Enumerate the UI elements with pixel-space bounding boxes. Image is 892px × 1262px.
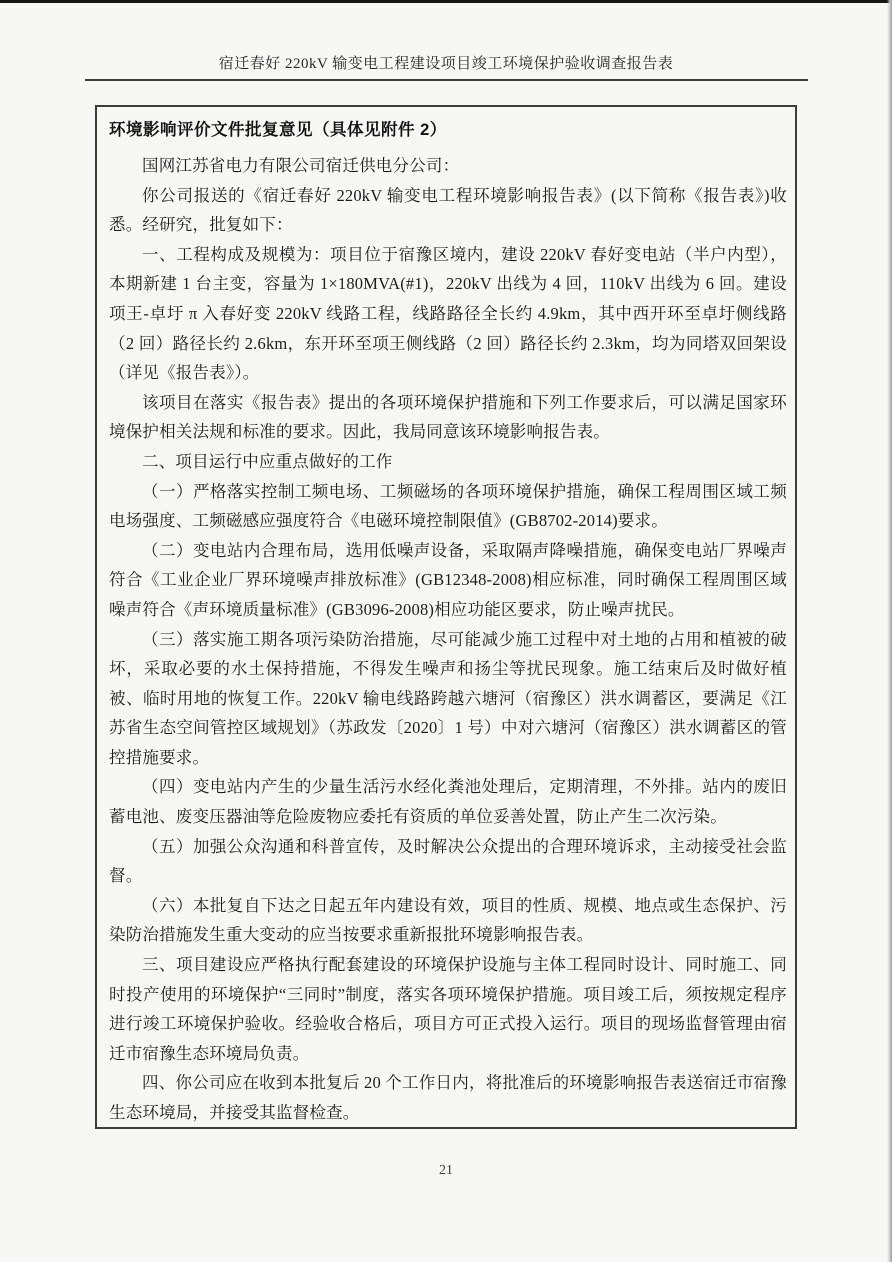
paragraph-section-3: 三、项目建设应严格执行配套建设的环境保护设施与主体工程同时设计、同时施工、同时投产使用的环境保护“三同时”制度，落实各项环境保护措施。项目竣工后，须按规定程序进行竣工环境保护验收。经验收合格后，项目方可正式投入运行。项目的现场监督管理由宿迁市宿豫生态环境局负责。	[109, 955, 787, 1063]
scan-artifact-top-edge	[0, 0, 892, 3]
running-header-title: 宿迁春好 220kV 输变电工程建设项目竣工环境保护验收调查报告表	[218, 56, 674, 72]
paragraph-section-4: 四、你公司应在收到本批复后 20 个工作日内，将批准后的环境影响报告表送宿迁市宿豫生态环境局，并接受其监督检查。	[109, 1073, 787, 1122]
paragraph-item-4: （四）变电站内产生的少量生活污水经化粪池处理后，定期清理，不外排。站内的废旧蓄电池、废变压器油等危险废物应委托有资质的单位妥善处置，防止产生二次污染。	[109, 777, 787, 827]
scan-artifact-right-edge	[887, 0, 892, 1262]
paragraph-intro: 你公司报送的《宿迁春好 220kV 输变电工程环境影响报告表》(以下简称《报告表》)收悉。经研究，批复如下：	[109, 185, 787, 235]
paragraph-approval: 该项目在落实《报告表》提出的各项环境保护措施和下列工作要求后，可以满足国家环境保护相关法规和标准的要求。因此，我局同意该环境影响报告表。	[109, 392, 787, 442]
approval-opinion-box	[95, 105, 797, 1129]
approval-box-body	[109, 151, 787, 1128]
paragraph-item-1: （一）严格落实控制工频电场、工频磁场的各项环境保护措施，确保工程周围区域工频电场强度、工频磁感应强度符合《电磁环境控制限值》(GB8702-2014)要求。	[109, 481, 787, 531]
paragraph-section-2: 二、项目运行中应重点做好的工作	[142, 451, 393, 471]
header-rule	[85, 79, 808, 81]
paragraph-item-3: （三）落实施工期各项污染防治措施，尽可能减少施工过程中对土地的占用和植被的破坏，采取必要的水土保持措施，不得发生噪声和扬尘等扰民现象。施工结束后及时做好植被、临时用地的恢复工作。220kV 输电线路跨越六塘河（宿豫区）洪水调蓄区，要满足《江苏省生态空间管控区域规划》（苏政发〔2020〕1 号）中对六塘河（宿豫区）洪水调蓄区的管控措施要求。	[109, 629, 787, 767]
paragraph-item-2: （二）变电站内合理布局，选用低噪声设备，采取隔声降噪措施，确保变电站厂界噪声符合《工业企业厂界环境噪声排放标准》(GB12348-2008)相应标准，同时确保工程周围区域噪声符合《声环境质量标准》(GB3096-2008)相应功能区要求，防止噪声扰民。	[109, 540, 787, 619]
paragraph-salutation: 国网江苏省电力有限公司宿迁供电分公司：	[142, 156, 460, 175]
paragraph-item-5: （五）加强公众沟通和科普宣传，及时解决公众提出的合理环境诉求，主动接受社会监督。	[109, 836, 787, 886]
paragraph-section-1: 一、工程构成及规模为：项目位于宿豫区境内，建设 220kV 春好变电站（半户内型），本期新建 1 台主变，容量为 1×180MVA(#1)，220kV 出线为 4 回，110kV 出线为 6 回。建设项王-卓圩 π 入春好变 220kV 线路工程，线路路径全长约 4.9km，其中西开环至卓圩侧线路（2 回）路径长约 2.6km，东开环至项王侧线路（2 回）路径长约 2.3km，均为同塔双回架设（详见《报告表》）。	[109, 244, 787, 383]
paragraph-item-6: （六）本批复自下达之日起五年内建设有效，项目的性质、规模、地点或生态保护、污染防治措施发生重大变动的应当按要求重新报批环境影响报告表。	[109, 895, 787, 945]
page-number: 21	[439, 1163, 453, 1178]
approval-box-title: 环境影响评价文件批复意见（具体见附件 2）	[109, 121, 447, 139]
